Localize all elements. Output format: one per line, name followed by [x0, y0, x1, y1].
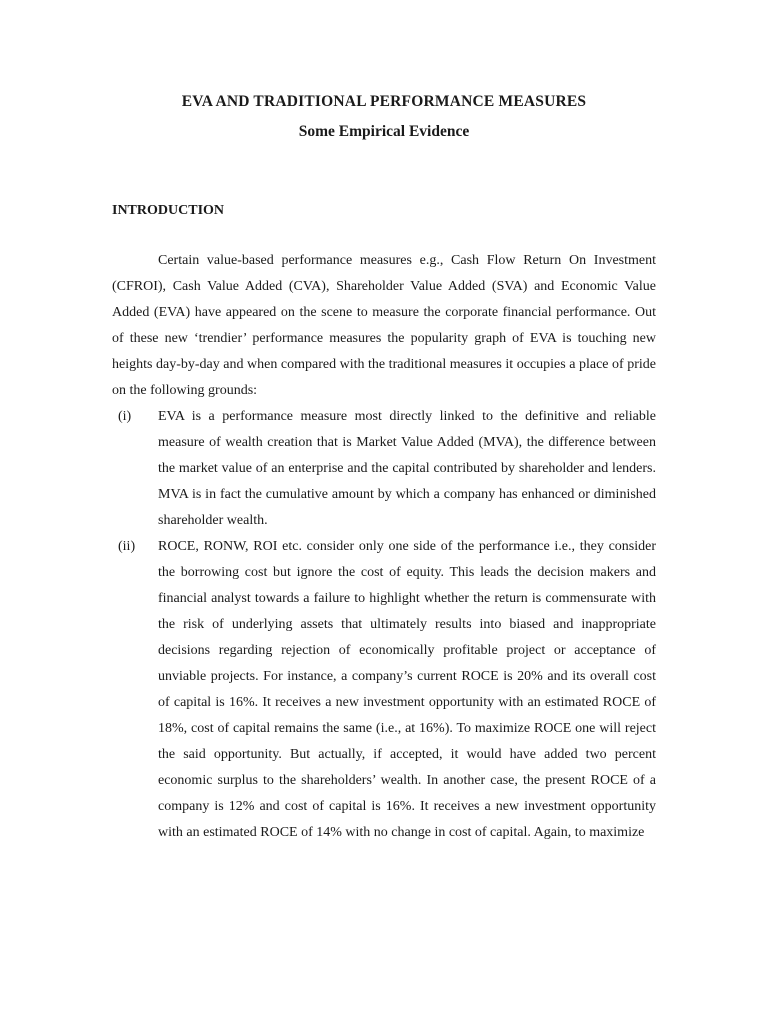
list-item	[112, 534, 656, 846]
grounds-list	[112, 404, 656, 846]
intro-paragraph: Certain value-based performance measures e.g., Cash Flow Return On Investment (CFROI), Cash Value Added (CVA), Shareholder Value Added (SVA) and Economic Value Added (EVA) have appeared on the scene to measure the corporate financial performance. Out of these new ‘trendier’ performance measures the popularity graph of EVA is touching new heights day-by-day and when compared with the traditional measures it occupies a place of pride on the following grounds:	[112, 253, 656, 398]
list-marker: (i)	[118, 409, 132, 424]
document-title: EVA AND TRADITIONAL PERFORMANCE MEASURES	[181, 93, 587, 110]
list-item	[112, 404, 656, 534]
list-marker: (ii)	[118, 539, 136, 554]
document-subtitle: Some Empirical Evidence	[298, 123, 470, 140]
list-item-text: ROCE, RONW, ROI etc. consider only one side of the performance i.e., they consider the borrowing cost but ignore the cost of equity. This leads the decision makers and financial analyst towards a failure to highlight whether the return is commensurate with the risk of underlying assets that ultimately results into biased and inappropriate decisions regarding rejection of economically profitable project or acceptance of unviable projects. For instance, a company’s current ROCE is 20% and its overall cost of capital is 16%. It receives a new investment opportunity with an estimated ROCE of 18%, cost of capital remains the same (i.e., at 16%). To maximize ROCE one will reject the said opportunity. But actually, if accepted, it would have added two percent economic surplus to the shareholders’ wealth. In another case, the present ROCE of a company is 12% and cost of capital is 16%. It receives a new investment opportunity with an estimated ROCE of 14% with no change in cost of capital. Again, to maximize	[158, 539, 656, 840]
section-heading: INTRODUCTION	[112, 203, 225, 218]
list-item-text: EVA is a performance measure most directly linked to the definitive and reliable measure of wealth creation that is Market Value Added (MVA), the difference between the market value of an enterprise and the capital contributed by shareholder and lenders. MVA is in fact the cumulative amount by which a company has enhanced or diminished shareholder wealth.	[158, 409, 656, 528]
